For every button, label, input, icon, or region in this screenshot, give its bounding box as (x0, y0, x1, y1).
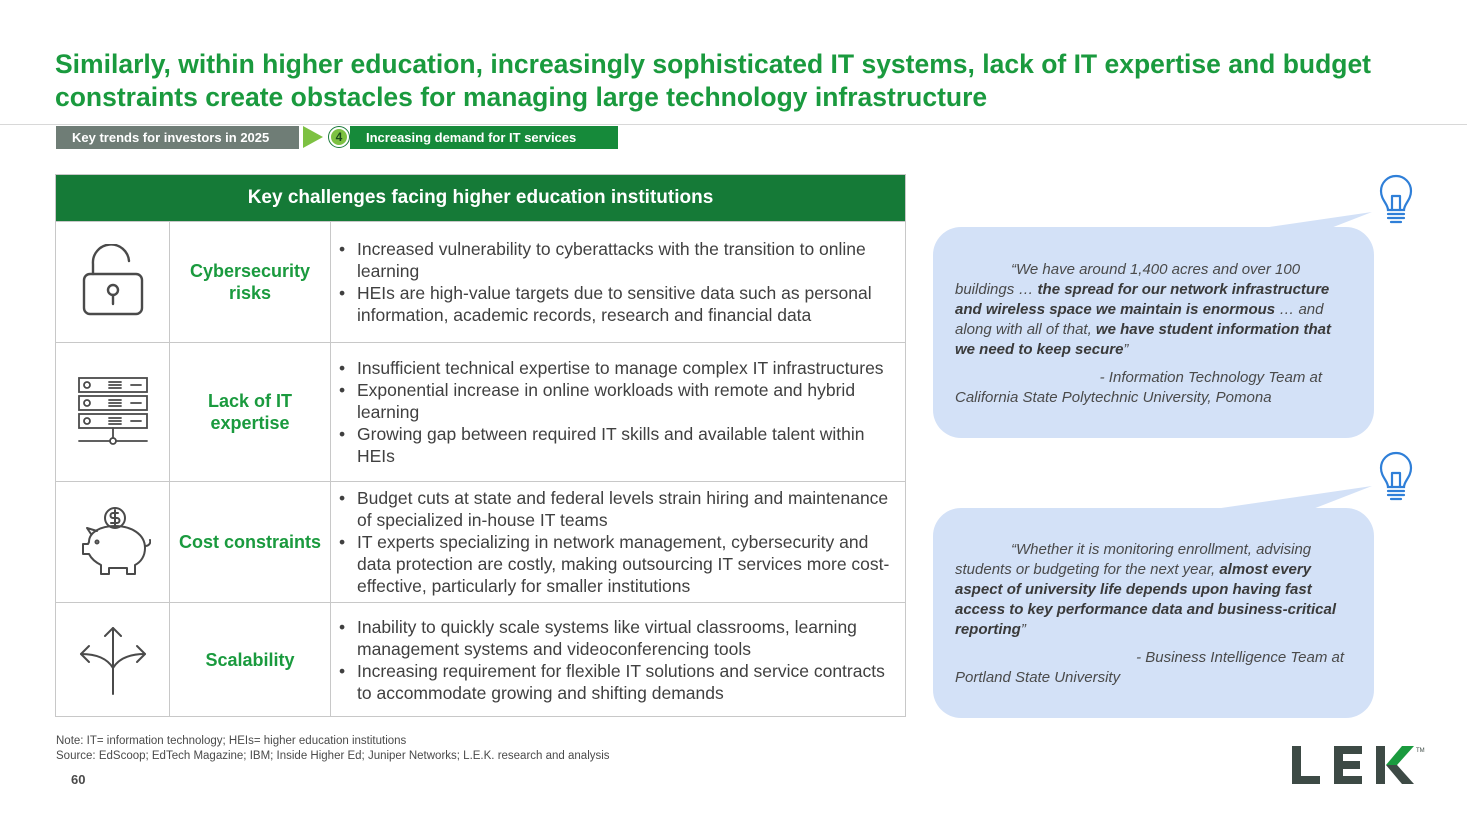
table-row (56, 342, 905, 481)
bullet-item: • Budget cuts at state and federal levels strain hiring and maintenance of specialized in-house IT teams (337, 487, 893, 531)
quote-mid: … and along with all of that, (955, 301, 1324, 338)
table-row (56, 602, 905, 716)
breadcrumb-section: Key trends for investors in 2025 (56, 126, 299, 149)
quote-bubble (933, 508, 1374, 718)
bullet-item: • Insufficient technical expertise to manage complex IT infrastructures (337, 357, 893, 379)
bullet-item: • HEIs are high-value targets due to sensitive data such as personal information, academic records, research and financial data (337, 282, 893, 326)
bullet-list (337, 616, 893, 704)
breadcrumb-number-badge: 4 (329, 127, 349, 147)
table-header: Key challenges facing higher education institutions (56, 175, 905, 221)
open-padlock-icon (56, 222, 170, 342)
bullet-item: • Exponential increase in online workloads with remote and hybrid learning (337, 379, 893, 423)
quote-bubble (933, 227, 1374, 438)
server-rack-icon (56, 343, 170, 481)
quote-lead: “We have around 1,400 acres and over 100 buildings … (955, 261, 1301, 298)
bullet-item: • Increased vulnerability to cyberattacks with the transition to online learning (337, 238, 893, 282)
table-row (56, 221, 905, 342)
lek-logo (1290, 744, 1430, 788)
breadcrumb-arrow-icon (303, 126, 323, 148)
bullet-item: • Inability to quickly scale systems like virtual classrooms, learning management systems and videoconferencing tools (337, 616, 893, 660)
bullet-item: • Growing gap between required IT skills and available talent within HEIs (337, 423, 893, 467)
row-label: Cybersecurity risks (170, 222, 331, 342)
bullet-item: • Increasing requirement for flexible IT solutions and service contracts to accommodate growing and shifting demands (337, 660, 893, 704)
quote-attribution: - Information Technology Team at (1099, 369, 1322, 386)
lightbulb-icon (1377, 174, 1415, 228)
quote-attribution: - Business Intelligence Team at (1136, 649, 1344, 666)
page-number: 60 (71, 772, 86, 787)
footnotes (56, 734, 610, 764)
quote-text (955, 540, 1352, 640)
quote-attribution-org: California State Polytechnic University, Pomona (955, 389, 1272, 406)
piggy-bank-icon (56, 482, 170, 602)
bullet-list (337, 487, 893, 597)
quote-lead: “Whether it is monitoring enrollment, advising students or budgeting for the next year, (955, 541, 1312, 578)
title-divider (0, 124, 1467, 125)
page-title: Similarly, within higher education, increasingly sophisticated IT systems, lack of IT expertise and budget constraints create obstacles for managing large technology infrastructure (55, 49, 1372, 112)
challenges-table (55, 174, 906, 717)
table-row (56, 481, 905, 602)
scaling-arrows-icon (56, 603, 170, 716)
quote-emphasis: almost every aspect of university life depends upon having fast access to key performance data and business-critical reporting (955, 561, 1336, 638)
logo-trademark: TM (1416, 748, 1425, 754)
bullet-list (337, 357, 893, 467)
row-label: Lack of IT expertise (170, 343, 331, 481)
row-label: Scalability (170, 603, 331, 716)
breadcrumb-topic: Increasing demand for IT services (350, 126, 618, 149)
row-label: Cost constraints (170, 482, 331, 602)
bullet-item: • IT experts specializing in network management, cybersecurity and data protection are costly, making outsourcing IT services more cost-effective, particularly for smaller institutions (337, 531, 893, 597)
quote-attribution-org: Portland State University (955, 669, 1121, 686)
quote-emphasis: the spread for our network infrastructure and wireless space we maintain is enormous (955, 281, 1330, 318)
note-text: Note: IT= information technology; HEIs= higher education institutions (56, 735, 407, 747)
quote-end: ” (1123, 341, 1129, 358)
bullet-list (337, 238, 893, 326)
quote-emphasis: we have student information that we need to keep secure (955, 321, 1331, 358)
lightbulb-icon (1377, 451, 1415, 505)
quote-text (955, 260, 1352, 360)
source-text: Source: EdScoop; EdTech Magazine; IBM; Inside Higher Ed; Juniper Networks; L.E.K. research and analysis (56, 750, 610, 762)
quote-end: ” (1020, 621, 1026, 638)
